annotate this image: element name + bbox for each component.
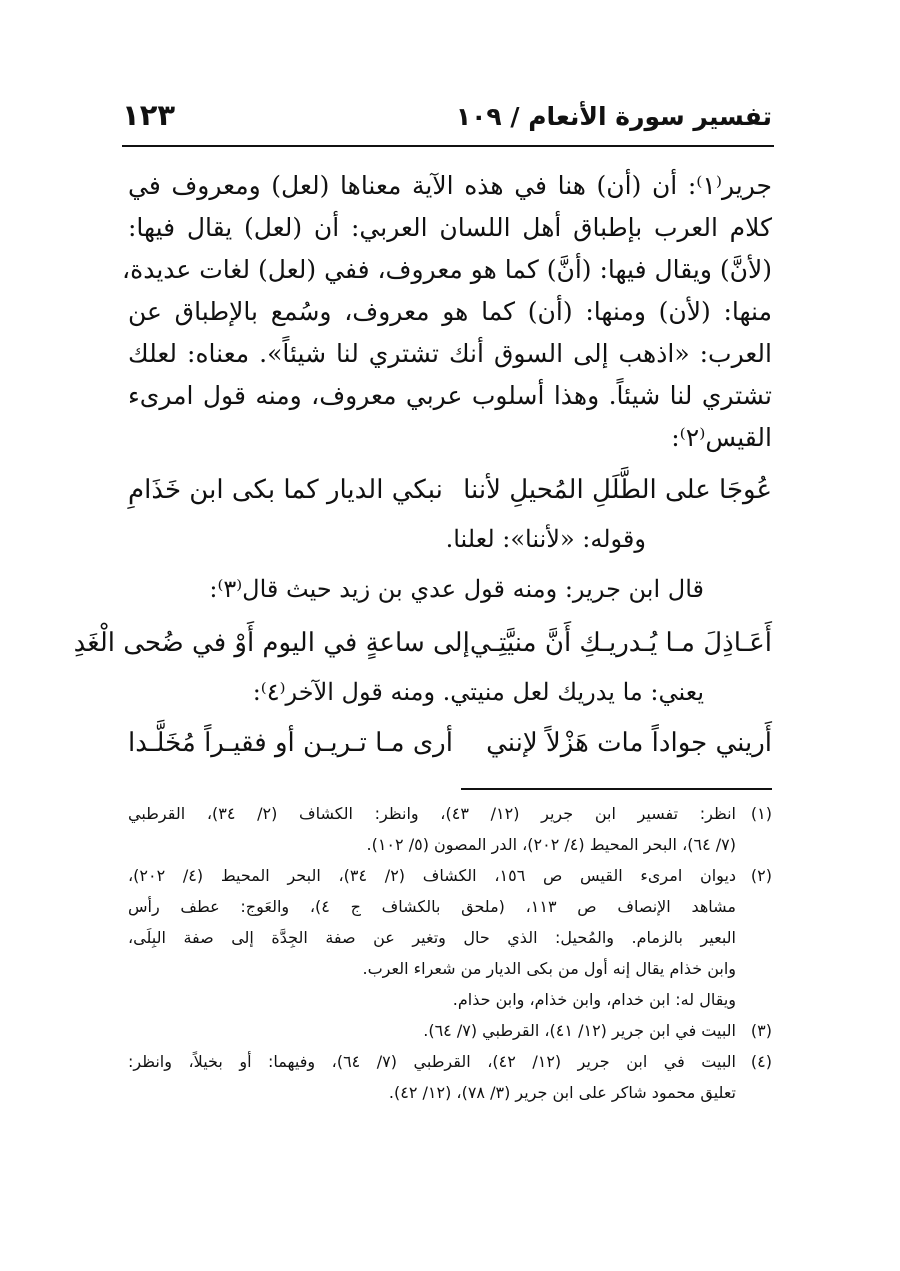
body-paragraph bbox=[122, 165, 772, 459]
footnote-line: انظر: تفسير ابن جرير (١٢/ ٤٣)، وانظر: الكشاف (٢/ ٣٤)، القرطبي bbox=[128, 804, 737, 823]
body-line: كلام العرب بإطباق أهل اللسان العربي: أن (لعل) يقال فيها: bbox=[128, 213, 772, 242]
verse-first-hemistich: عُوجَا على الطَّلَلِ المُحيلِ لأننا bbox=[463, 475, 772, 505]
verse-imru-al-qais bbox=[128, 475, 772, 505]
body-line: القيس⁽٢⁾: bbox=[671, 423, 772, 452]
footnote-line: وابن خذام يقال إنه أول من بكى الديار من شعراء العرب. bbox=[362, 959, 736, 978]
body-line: تشتري لنا شيئاً. وهذا أسلوب عربي معروف، ومنه قول امرىء bbox=[128, 381, 772, 410]
footnote-marker: (٣) bbox=[750, 1021, 772, 1040]
footnote-marker: (٢) bbox=[750, 866, 772, 885]
verse-adi-bin-zaid bbox=[73, 628, 772, 658]
footnote-4 bbox=[128, 1046, 772, 1108]
footnote-line: ويقال له: ابن خدام، وابن خذام، وابن حذام. bbox=[452, 990, 736, 1009]
header-divider bbox=[122, 145, 774, 147]
footnote-line: مشاهد الإنصاف ص ١١٣، (ملحق بالكشاف ج ٤)، والعَوج: عطف رأس bbox=[128, 897, 737, 916]
body-line: منها: (لأن) ومنها: (أن) كما هو معروف، وسُمع بالإطباق عن bbox=[128, 297, 772, 326]
footnote-line: تعليق محمود شاكر على ابن جرير (٣/ ٧٨)، (١٢/ ٤٢). bbox=[388, 1083, 736, 1102]
footnote-line: البعير بالزمام. والمُحيل: الذي حال وتغير عن صفة الجِدَّة إلى صفة البِلَى، bbox=[128, 928, 736, 947]
verse-gloss: وقوله: «لأننا»: لعلنا. bbox=[445, 525, 646, 553]
body-line: جرير⁽١⁾: أن (أن) هنا في هذه الآية معناها (لعل) ومعروف في bbox=[128, 171, 772, 200]
running-header-title: تفسير سورة الأنعام / ١٠٩ bbox=[455, 102, 772, 131]
verse-first-hemistich: أَعَـاذِلَ مـا يُـدريـكِ أَنَّ منيَّتِـي bbox=[469, 628, 772, 658]
footnote-marker: (١) bbox=[750, 804, 772, 823]
body-line: العرب: «اذهب إلى السوق أنك تشتري لنا شيئاً». معناه: لعلك bbox=[128, 339, 772, 368]
quote-intro-other: يعني: ما يدريك لعل منيتي. ومنه قول الآخر⁽٤⁾: bbox=[252, 678, 704, 706]
footnote-3 bbox=[128, 1015, 772, 1046]
footnote-1 bbox=[128, 798, 772, 860]
verse-other-poet bbox=[128, 728, 772, 758]
page-number: ١٢٣ bbox=[122, 98, 176, 132]
footnote-line: البيت في ابن جرير (١٢/ ٤١)، القرطبي (٧/ ٦٤). bbox=[423, 1021, 736, 1040]
verse-second-hemistich: نبكي الديار كما بكى ابن خَذَامِ bbox=[128, 475, 443, 505]
footnotes bbox=[128, 798, 772, 1108]
footnote-line: (٧/ ٦٤)، البحر المحيط (٤/ ٢٠٢)، الدر المصون (٥/ ١٠٢). bbox=[366, 835, 736, 854]
footnote-line: البيت في ابن جرير (١٢/ ٤٢)، القرطبي (٧/ ٦٤)، وفيهما: أو بخيلاً، وانظر: bbox=[128, 1052, 736, 1071]
verse-first-hemistich: أَريني جواداً مات هَزْلاً لإنني bbox=[486, 728, 772, 758]
verse-second-hemistich: أرى مـا تـريـن أو فقيـراً مُخَلَّـدا bbox=[128, 728, 453, 758]
quote-intro-adi: قال ابن جرير: ومنه قول عدي بن زيد حيث قال⁽٣⁾: bbox=[209, 575, 704, 603]
body-line: (لأنَّ) ويقال فيها: (أنَّ) كما هو معروف، ففي (لعل) لغات عديدة، bbox=[122, 255, 772, 284]
footnote-divider bbox=[461, 788, 772, 790]
footnote-line: ديوان امرىء القيس ص ١٥٦، الكشاف (٢/ ٣٤)، البحر المحيط (٤/ ٢٠٢)، bbox=[128, 866, 737, 885]
footnote-2 bbox=[128, 860, 772, 1015]
footnote-marker: (٤) bbox=[750, 1052, 772, 1071]
verse-second-hemistich: إلى ساعةٍ في اليوم أَوْ في ضُحى الْغَدِ bbox=[73, 628, 470, 658]
